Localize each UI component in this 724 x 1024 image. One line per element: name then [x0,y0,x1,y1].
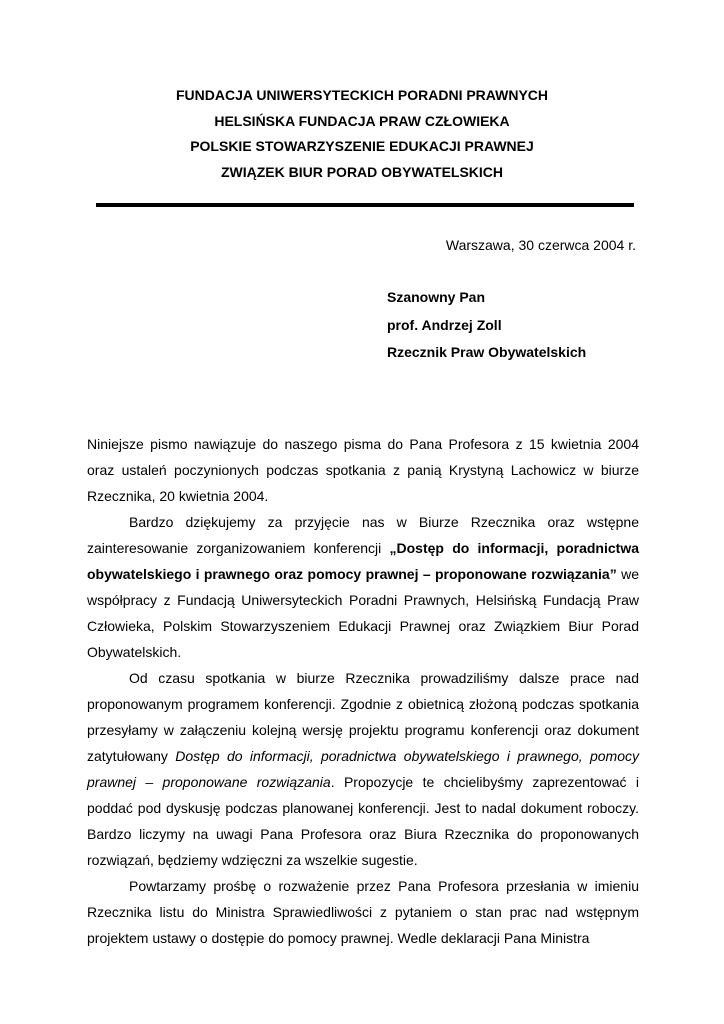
paragraph-text: . Propozycje te chcielibyśmy zaprezentować i poddać pod dyskusję podczas planowanej konferencji. Jest to nadal dokument roboczy. Bardzo liczymy na uwagi Pana Profesora oraz Biura Rzecznika do proponowanych rozwiązań, będziemy wdzięczni za wszelkie sugestie. [87,774,639,868]
addressee-block [387,284,586,367]
organization-name: ZWIĄZEK BIUR PORAD OBYWATELSKICH [220,163,504,180]
paragraph-text: Bardzo dziękujemy za przyjęcie nas w Biurze Rzecznika oraz wstępne zainteresowanie zorganizowaniem konferencji [87,514,639,556]
place-date: Warszawa, 30 czerwca 2004 r. [445,237,636,253]
paragraph: Niniejsze pismo nawiązuje do naszego pisma do Pana Profesora z 15 kwietnia 2004 oraz ustaleń poczynionych podczas spotkania z panią Krystyną Lachowicz w biurze Rzecznika, 20 kwietnia 2004. [87,436,639,504]
paragraph-text: Od czasu spotkania w biurze Rzecznika prowadziliśmy dalsze prace nad proponowanym programem konferencji. Zgodnie z obietnicą złożoną podczas spotkania przesyłamy w załączeniu kolejną wersję projektu programu konferencji oraz dokument zatytułowany [87,670,639,764]
paragraph-text: we współpracy z Fundacją Uniwersyteckich Poradni Prawnych, Helsińską Fundacją Praw Człowieka, Polskim Stowarzyszeniem Edukacji Prawnej oraz Związkiem Biur Porad Obywatelskich. [87,566,639,660]
paragraph [87,509,639,665]
letterhead-divider [96,203,634,207]
paragraph: Powtarzamy prośbę o rozważenie przez Pana Profesora przesłania w imieniu Rzecznika listu do Ministra Sprawiedliwości z pytaniem o stan prac nad wstępnym projektem ustawy o dostępie do pomocy prawnej. Wedle deklaracji Pana Ministra [87,878,639,946]
addressee-name: prof. Andrzej Zoll [387,316,502,333]
addressee-salutation: Szanowny Pan [387,289,486,305]
letterhead [0,83,724,185]
organization-name: POLSKIE STOWARZYSZENIE EDUKACJI PRAWNEJ [190,138,534,154]
addressee-title: Rzecznik Praw Obywatelskich [387,344,587,360]
letter-body [87,431,639,951]
organization-name: FUNDACJA UNIWERSYTECKICH PORADNI PRAWNYCH [175,87,549,103]
document-title: Dostęp do informacji, poradnictwa obywatelskiego i prawnego, pomocy prawnej – proponowane rozwiązania [87,748,639,790]
organization-name: HELSIŃSKA FUNDACJA PRAW CZŁOWIEKA [214,112,510,129]
conference-title: „Dostęp do informacji, poradnictwa obywatelskiego i prawnego oraz pomocy prawnej – proponowane rozwiązania” [87,540,640,582]
paragraph [87,665,639,873]
